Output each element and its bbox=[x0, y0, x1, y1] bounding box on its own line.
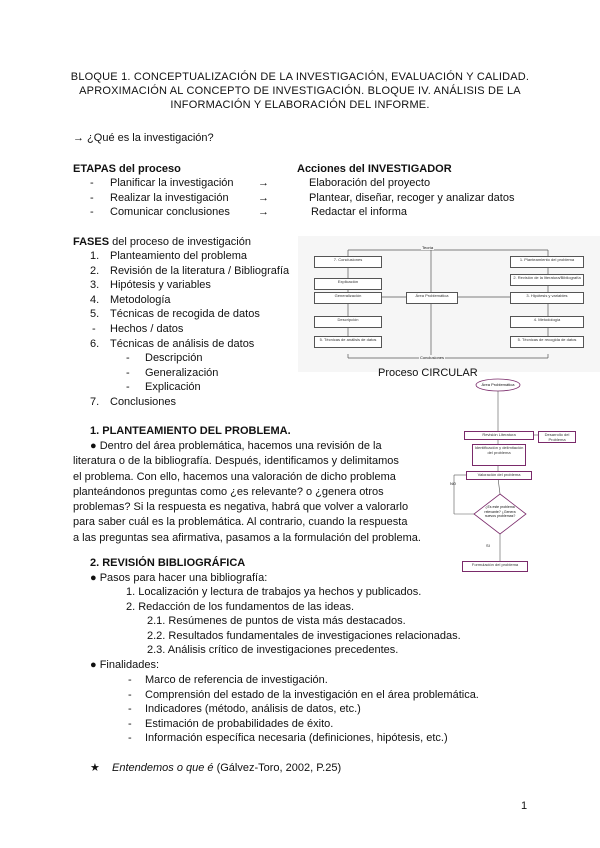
fase-subitem-marker: - bbox=[126, 381, 130, 394]
flowchart-no-label: NO bbox=[450, 481, 456, 486]
circular-right-box: 5. Técnicas de recogida de datos bbox=[510, 336, 584, 348]
circular-left-box: 5. Técnicas de análisis de datos bbox=[314, 336, 382, 348]
etapa-bullet: - bbox=[90, 206, 94, 218]
quote-line bbox=[90, 761, 341, 775]
circular-center-box: Área Problemática bbox=[406, 292, 458, 304]
flowchart-review-box: Revisión Literatura bbox=[464, 431, 534, 440]
section1-paragraph bbox=[73, 439, 421, 546]
intro-question: → ¿Qué es la investigación? bbox=[73, 132, 214, 144]
circular-right-box: 1. Planteamiento del problema bbox=[510, 256, 584, 268]
fase-marker: 6. bbox=[90, 337, 100, 350]
etapa-arrow: → bbox=[258, 192, 269, 204]
circular-right-box: 3. Hipótesis y variables bbox=[510, 292, 584, 304]
section1-heading: 1. PLANTEAMIENTO DEL PROBLEMA. bbox=[90, 425, 291, 437]
flowchart-start: Área Problemática bbox=[481, 382, 515, 387]
fase-item: Metodología bbox=[110, 293, 171, 306]
fase-marker: 7. bbox=[90, 396, 100, 408]
circular-bottom-label: Conclusiones bbox=[420, 355, 445, 360]
finalidad-item: Información específica necesaria (definiciones, hipótesis, etc.) bbox=[145, 732, 448, 745]
fase-marker: - bbox=[92, 323, 96, 335]
circular-right-box: 2. Revisión de la literatura/Bibliografía bbox=[510, 274, 584, 286]
dash-marker: - bbox=[128, 688, 132, 701]
section1-line: para saber cuál es la problemática. Al contrario, cuando la respuesta bbox=[73, 516, 408, 529]
fase-item: Planteamiento del problema bbox=[110, 250, 247, 262]
title-line-2: APROXIMACIÓN AL CONCEPTO DE INVESTIGACIÓN. BLOQUE IV. ANÁLISIS DE LA bbox=[79, 85, 521, 97]
section1-line: planteándonos preguntas como ¿es relevante? o ¿genera otros bbox=[73, 485, 384, 498]
circular-right-box: 4. Metodología bbox=[510, 316, 584, 328]
fase-marker: 2. bbox=[90, 264, 100, 277]
subpaso-item: 2.1. Resúmenes de puntos de vista más destacados. bbox=[147, 615, 406, 627]
finalidad-item: Indicadores (método, análisis de datos, etc.) bbox=[145, 703, 361, 716]
fase-item: Conclusiones bbox=[110, 396, 177, 408]
star-icon: ★ bbox=[90, 762, 100, 774]
problem-flowchart bbox=[448, 378, 580, 573]
circular-top-label: Teoría bbox=[422, 245, 434, 250]
acciones-heading: Acciones del INVESTIGADOR bbox=[297, 163, 452, 175]
section2-heading: 2. REVISIÓN BIBLIOGRÁFICA bbox=[90, 557, 246, 569]
finalidad-item: Marco de referencia de investigación. bbox=[145, 674, 328, 686]
dash-marker: - bbox=[128, 732, 132, 745]
fase-marker: 1. bbox=[90, 250, 100, 262]
fase-item: Revisión de la literatura / Bibliografía bbox=[110, 264, 290, 277]
etapa-bullet: - bbox=[90, 192, 94, 204]
fase-item: Técnicas de recogida de datos bbox=[110, 308, 260, 321]
circular-left-box: Generalización bbox=[314, 292, 382, 304]
fase-subitem-marker: - bbox=[126, 352, 130, 365]
circular-left-box: Explicación bbox=[314, 278, 382, 290]
finalidad-item: Comprensión del estado de la investigación en el área problemática. bbox=[145, 688, 479, 701]
page-number: 1 bbox=[521, 800, 528, 812]
fases-heading-bold: FASES bbox=[73, 236, 110, 248]
etapas-heading: ETAPAS del proceso bbox=[73, 163, 181, 175]
fase-item: Técnicas de análisis de datos bbox=[110, 337, 255, 350]
flowchart-side-box: Desarrollo del Problema bbox=[538, 431, 576, 443]
flowchart-assess-box: Valoración del problema bbox=[466, 471, 532, 480]
section1-line: el problema. Con ello, hacemos una valoración de dicho problema bbox=[73, 470, 396, 483]
etapa-bullet: - bbox=[90, 177, 94, 189]
fase-marker: 4. bbox=[90, 293, 100, 306]
etapa-arrow: → bbox=[258, 206, 269, 218]
pasos-label: ● Pasos para hacer una bibliografía: bbox=[90, 572, 268, 584]
circular-caption: Proceso CIRCULAR bbox=[378, 367, 478, 379]
fase-item: Hechos / datos bbox=[110, 323, 184, 335]
quote-citation: (Gálvez-Toro, 2002, P.25) bbox=[213, 762, 342, 774]
paso-item: 2. Redacción de los fundamentos de las ideas. bbox=[126, 601, 355, 613]
fase-subitem: Descripción bbox=[145, 352, 203, 365]
finalidad-item: Estimación de probabilidades de éxito. bbox=[145, 717, 334, 730]
fases-heading-rest: del proceso de investigación bbox=[109, 236, 251, 248]
dash-marker: - bbox=[128, 717, 132, 730]
flowchart-decision: ¿Es este problema relevante? ¿Genera nuevos problemas? bbox=[484, 505, 516, 518]
flowchart-identify-box: Identificación y delimitación del problema bbox=[472, 444, 526, 466]
etapa-stage: Realizar la investigación bbox=[110, 192, 229, 204]
fase-marker: 3. bbox=[90, 279, 100, 292]
section1-line: a las preguntas sea afirmativa, pasamos a la formulación del problema. bbox=[73, 531, 421, 544]
etapa-action: Redactar el informa bbox=[311, 206, 407, 218]
fase-marker: 5. bbox=[90, 308, 100, 321]
fase-item: Hipótesis y variables bbox=[110, 279, 211, 292]
fases-heading bbox=[73, 235, 251, 249]
dash-marker: - bbox=[128, 674, 132, 686]
fase-subitem: Generalización bbox=[145, 366, 219, 379]
etapa-stage: Comunicar conclusiones bbox=[110, 206, 230, 218]
flowchart-formulation-box: Formulación del problema bbox=[462, 561, 528, 572]
finalidades-label: ● Finalidades: bbox=[90, 659, 160, 671]
section1-line: problemas? Si la respuesta es negativa, habrá que volver a valorarlo bbox=[73, 501, 409, 514]
subpaso-item: 2.2. Resultados fundamentales de investigaciones relacionadas. bbox=[147, 630, 461, 642]
etapa-stage: Planificar la investigación bbox=[110, 177, 234, 189]
section1-line: literatura o de la bibliografía. Después, identificamos y delimitamos bbox=[73, 455, 399, 468]
dash-marker: - bbox=[128, 703, 132, 716]
title-line-1: BLOQUE 1. CONCEPTUALIZACIÓN DE LA INVESTIGACIÓN, EVALUACIÓN Y CALIDAD. bbox=[70, 71, 530, 83]
paso-item: 1. Localización y lectura de trabajos ya hechos y publicados. bbox=[126, 586, 422, 598]
quote-italic: Entendemos o que é bbox=[112, 762, 214, 774]
circular-process-diagram bbox=[298, 236, 600, 372]
etapa-action: Elaboración del proyecto bbox=[309, 177, 431, 189]
title-line-3: INFORMACIÓN Y ELABORACIÓN DEL INFORME. bbox=[170, 99, 430, 111]
etapa-action: Plantear, diseñar, recoger y analizar datos bbox=[309, 192, 515, 204]
fase-subitem: Explicación bbox=[145, 381, 201, 394]
flowchart-si-label: SI bbox=[486, 543, 490, 548]
circular-left-box: Descripción bbox=[314, 316, 382, 328]
subpaso-item: 2.3. Análisis crítico de investigaciones precedentes. bbox=[147, 644, 399, 656]
document-title bbox=[40, 70, 560, 112]
circular-left-box: 7. Conclusiones bbox=[314, 256, 382, 268]
etapa-arrow: → bbox=[258, 177, 269, 189]
fase-subitem-marker: - bbox=[126, 366, 130, 379]
section1-line: ● Dentro del área problemática, hacemos una revisión de la bbox=[90, 440, 382, 452]
